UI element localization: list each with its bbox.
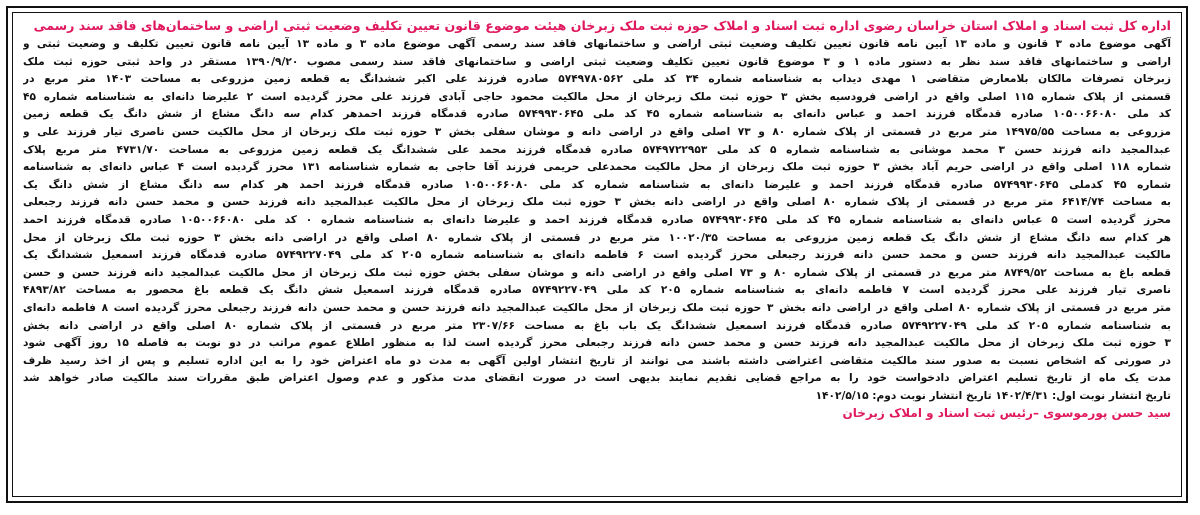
notice-line: شماره ۱۱۸ اصلی واقع در اراضی حریم آباد بخش ۳ حوزه ثبت ملک زبرخان از محل مالکیت محمدعلی حریمی فرزند آقا حاجی به شماره شناسنامه ۱۳۱ محرز گردیده است ۴ عباس دانه‌ای به شناسنامه bbox=[23, 161, 1171, 174]
notice-line: ناصری تیار فرزند علی محرز گردیده است ۷ فاطمه دانه‌ای به شناسنامه شماره ۲۰۵ کد ملی ۵۷۴۹۲۲۷۰۴۹ صادره قدمگاه فرزند اسمعیل شش دانگ یک قطعه باغ محصور به مساحت ۴۸۹۳/۸۲ bbox=[23, 284, 1171, 297]
notice-line: متر مربع در قسمتی از پلاک شماره ۸۰ اصلی واقع در اراضی دانه بخش ۳ حوزه ثبت ملک زبرخان از محل مالکیت عبدالمجید دانه فرزند حسن و محمد حسن دانه فرزند رجبعلی محرز گردیده است ۸ فاطمه دانه‌ای bbox=[23, 301, 1171, 314]
signature-line: سید حسن پورموسوی –رئیس ثبت اسناد و املاک زبرخان bbox=[842, 405, 1171, 420]
notice-line: مدت یک ماه از تاریخ تسلیم اعتراض دادخواست خود را به مراجع قضایی تقدیم نمایند بدیهی است در صورت انقضای مدت مذکور و عدم وصول اعتراض طبق مقررات سند مالکیت صادر خواهد شد bbox=[23, 372, 1171, 385]
legal-notice bbox=[6, 6, 1188, 503]
notice-line: کد ملی ۱۰۵۰۰۶۶۰۸۰ صادره قدمگاه فرزند احمد و عباس دانه‌ای به شناسنامه شماره ۴۵ کد ملی ۵۷۴۹۹۳۰۶۴۵ صادره قدمگاه فرزند احمدهر کدام سه دانگ مشاع از شش دانگ یک قطعه زمین bbox=[23, 108, 1171, 121]
notice-line: شماره ۴۵ کدملی ۵۷۴۹۹۳۰۶۴۵ صادره قدمگاه فرزند احمد و علیرضا دانه‌ای به شناسنامه شماره کد ملی ۱۰۵۰۰۶۶۰۸۰ صادره قدمگاه فرزند احمد هر کدام سه دانگ مشاع از شش دانگ یک bbox=[23, 178, 1171, 191]
notice-line: محرز گردیده است ۵ عباس دانه‌ای به شناسنامه شماره ۴۵ کد ملی ۵۷۴۹۹۳۰۶۴۵ صادره قدمگاه فرزند احمد و علیرضا دانه‌ای به شناسنامه شماره ۰ کد ملی ۱۰۵۰۰۶۶۰۸۰ صادره قدمگاه فرزند احمد bbox=[23, 213, 1171, 226]
notice-line: هر کدام سه دانگ مشاع از شش دانگ یک قطعه زمین مزروعی به مساحت ۱۰۰۲۰/۳۵ متر مربع در قسمتی از پلاک شماره ۸۰ اصلی واقع در اراضی دانه بخش ۳ حوزه ثبت ملک زبرخان از محل bbox=[23, 231, 1171, 244]
notice-line: به مساحت ۶۴۱۴/۷۴ متر مربع در قسمتی از پلاک شماره ۸۰ اصلی واقع در اراضی دانه بخش ۳ حوزه ثبت ملک زبرخان از محل مالکیت عبدالمجید دانه فرزند حسن و محمد حسن دانه فرزند رجبعلی bbox=[23, 196, 1171, 209]
notice-line: در صورتی که اشخاص نسبت به صدور سند مالکیت متقاضی اعتراضی داشته باشند می توانند از تاریخ انتشار اولین آگهی به مدت دو ماه اعتراض خود را به این اداره تسلیم و پس از اخذ رسید ظرف bbox=[23, 354, 1171, 367]
notice-line: قطعه باغ به مساحت ۸۷۴۹/۵۲ متر مربع در قسمتی از پلاک شماره ۸۰ و ۷۳ اصلی واقع در اراضی دانه و موشان سفلی بخش حوزه ثبت ملک زبرخان از محل مالکیت عبدالمجید دانه فرزند حسن و حسن bbox=[23, 266, 1171, 279]
notice-line: به شناسنامه شماره ۲۰۵ کد ملی ۵۷۴۹۲۲۷۰۴۹ صادره قدمگاه فرزند اسمعیل ششدانگ یک باب باغ به مساحت ۲۳۰۷/۶۶ متر مربع در قسمتی از پلاک شماره ۸۰ اصلی واقع در اراضی دانه بخش bbox=[23, 319, 1171, 332]
notice-title: اداره کل ثبت اسناد و املاک استان خراسان رضوی اداره ثبت اسناد و املاک حوزه ثبت ملک زبرخان هیئت موضوع قانون تعیین تکلیف وضعیت ثبتی اراضی و ساختمان‌های فاقد سند رسمی bbox=[33, 18, 1171, 33]
notice-line: قسمتی از پلاک شماره ۱۱۵ اصلی واقع در اراضی فرودسیه بخش ۳ حوزه ثبت ملک زبرخان از محل مالکیت محمود حاجی آبادی فرزند علی محرز گردیده است ۲ علیرضا دانه‌ای به شناسنامه شماره ۴۵ bbox=[23, 90, 1171, 103]
notice-frame bbox=[12, 12, 1182, 497]
notice-body bbox=[23, 36, 1171, 388]
publication-dates: تاریخ انتشار نوبت اول: ۱۴۰۲/۴/۳۱ تاریخ انتشار نوبت دوم: ۱۴۰۲/۵/۱۵ bbox=[815, 389, 1171, 402]
notice-line: عبدالمجید دانه فرزند حسن ۳ محمد موشانی به شناسنامه شماره ۵ کد ملی ۵۷۴۹۷۲۲۹۵۳ صادره قدمگاه فرزند محمد علی ششدانگ یک قطعه زمین مزروعی به مساحت ۴۷۳۱/۷۰ متر مربع پلاک bbox=[23, 143, 1171, 156]
notice-line: آگهی موضوع ماده ۳ قانون و ماده ۱۳ آیین نامه قانون تعیین تکلیف وضعیت ثبتی اراضی و ساختمانهای فاقد سند رسمی آگهی موضوع ماده ۳ و ماده ۱۳ آیین نامه قانون تعیین تکلیف و وضعیت ثبتی و bbox=[23, 38, 1171, 50]
notice-line: اراضی و ساختمانهای فاقد سند نظر به دستور ماده ۱ و ۳ موضوع قانون تعیین تکلیف وضعیت ثبتی اراضی و ساختمانهای فاقد سند رسمی مصوب ۱۳۹۰/۹/۲۰ مستقر در واحد ثبتی حوزه ثبت ملک bbox=[23, 55, 1171, 68]
notice-line: زبرخان تصرفات مالکان بلامعارض متقاضی ۱ مهدی دیداب به شناسنامه شماره ۳۴ کد ملی ۵۷۴۹۷۸۰۵۶۲ صادره فرزند علی اکبر ششدانگ یه قطعه زمین مزروعی به مساحت ۱۴۰۳ متر مربع در bbox=[23, 73, 1171, 86]
notice-line: ۳ حوزه ثبت ملک زبرخان از محل مالکیت عبدالمجید دانه فرزند حسن و محمد حسن دانه فرزند رجبعلی محرز گردیده است لذا به منظور اطلاع عموم مراتب در دو نوبت به فاصله ۱۵ روز آگهی شود bbox=[23, 337, 1171, 350]
notice-line: مالکیت عبدالمجید دانه فرزند حسن و محمد حسن دانه فرزند رجبعلی محرز گردیده است ۶ فاطمه دانه‌ای به شناسنامه شماره ۲۰۵ کد ملی ۵۷۴۹۲۲۷۰۴۹ صادره قدمگاه فرزند اسمعیل ششدانگ یک bbox=[23, 249, 1171, 262]
notice-line: مزروعی به مساحت ۱۴۹۷۵/۵۵ متر مربع در قسمتی از پلاک شماره ۸۰ و ۷۳ اصلی واقع در اراضی دانه و موشان سفلی بخش ۳ حوزه ثبت ملک زبرخان از محل مالکیت حسن ناصری تیار فرزند علی و bbox=[23, 125, 1171, 138]
